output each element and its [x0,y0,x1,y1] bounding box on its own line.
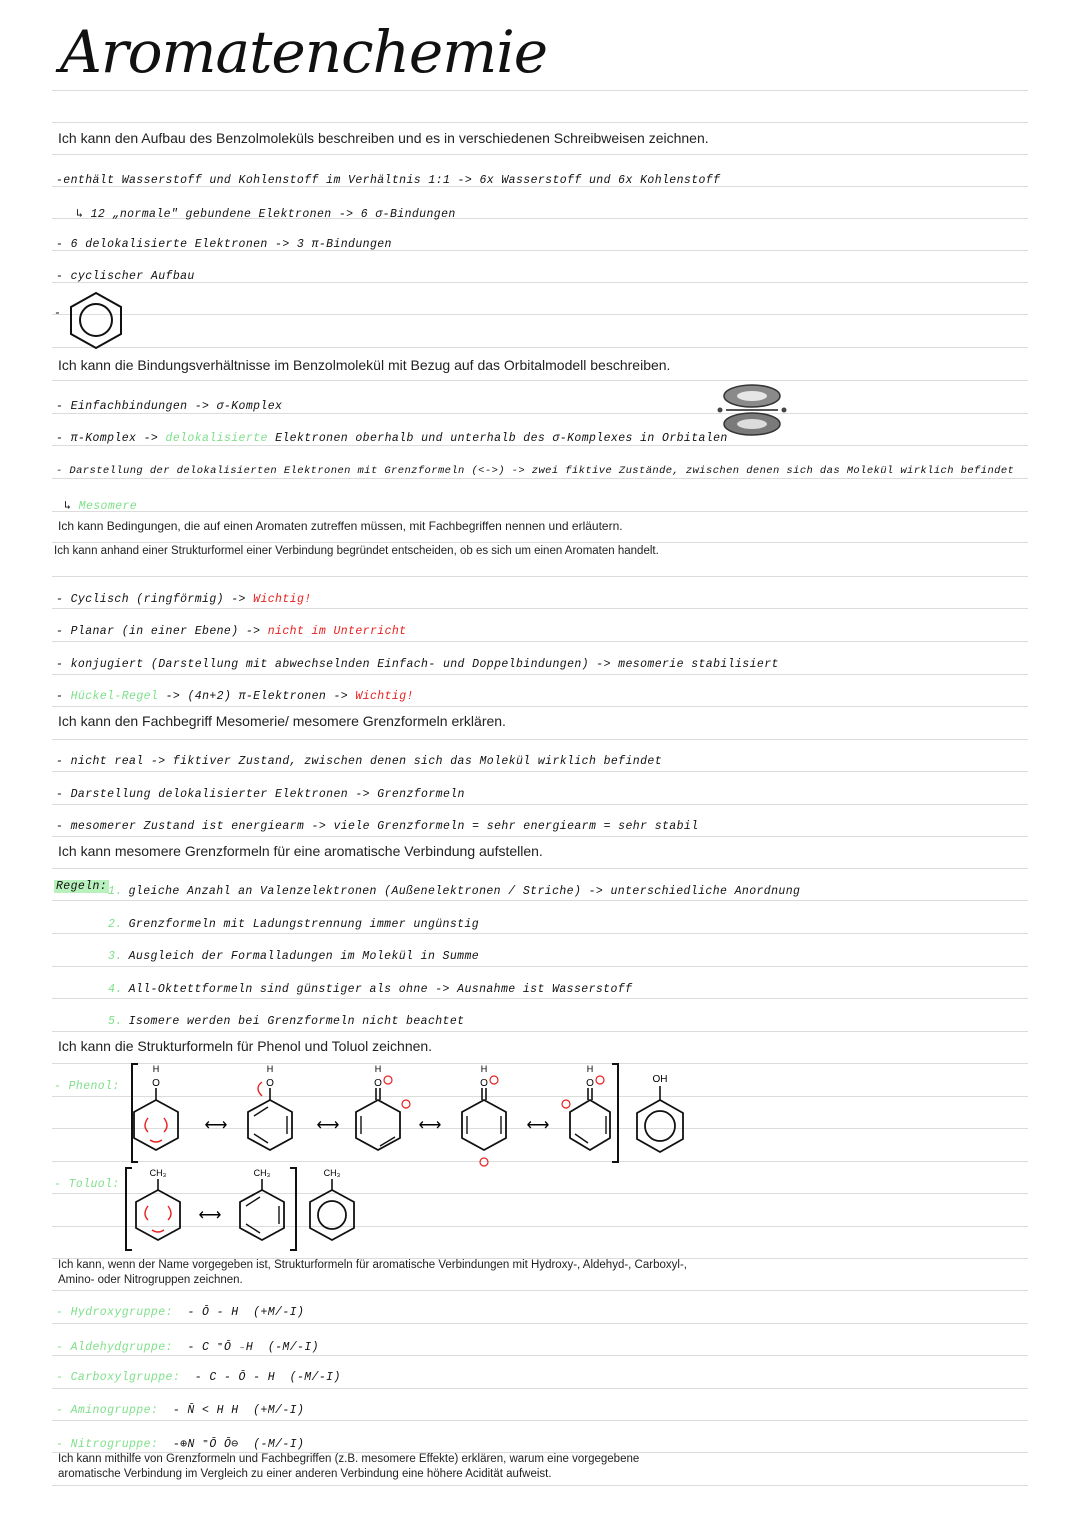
section-heading-funktionelle-gruppen: Ich kann, wenn der Name vorgegeben ist, Strukturformeln für aromatische Verbindungen mit Hydroxy-, Aldehyd-, Carboxyl-, Amino- oder Nitrogruppen zeichnen. [58,1259,687,1286]
section-heading-orbitalmodell: Ich kann die Bindungsverhältnisse im Benzolmolekül mit Bezug auf das Orbitalmodell beschreiben. [58,357,671,373]
note-line: - konjugiert (Darstellung mit abwechselnden Einfach- und Doppelbindungen) -> mesomerie stabilisiert [56,658,779,671]
phenol-ring [562,1064,610,1150]
benzene-ring-icon [64,290,128,350]
page-title: Aromatenchemie [60,18,548,86]
svg-text:CH₃: CH₃ [149,1168,167,1178]
svg-text:O: O [152,1078,160,1089]
svg-text:CH₃: CH₃ [253,1168,271,1178]
note-line: - [54,307,62,320]
note-line: - π-Komplex -> delokalisierte Elektronen oberhalb und unterhalb des σ-Komplexes in Orbitalen [56,432,728,445]
note-line: - mesomerer Zustand ist energiearm -> viele Grenzformeln = sehr energiearm = sehr stabil [56,820,699,833]
orbital-model-icon [712,380,792,442]
rule-item: 4. All-Oktettformeln sind günstiger als ohne -> Ausnahme ist Wasserstoff [108,983,633,996]
section-heading-mesomerie: Ich kann den Fachbegriff Mesomerie/ mesomere Grenzformeln erklären. [58,713,506,729]
note-line: - nicht real -> fiktiver Zustand, zwischen denen sich das Molekül wirklich befindet [56,755,662,768]
section-heading-phenol-toluol: Ich kann die Strukturformeln für Phenol und Toluol zeichnen. [58,1038,433,1054]
svg-text:O: O [480,1078,488,1089]
svg-text:⟷: ⟷ [316,1117,340,1134]
section-heading-bedingungen: Ich kann Bedingungen, die auf einen Aromaten zutreffen müssen, mit Fachbegriffen nennen und erläutern. [58,519,623,533]
toluol-ring [136,1168,180,1240]
phenol-structure [637,1074,683,1152]
svg-text:O: O [266,1078,274,1089]
phenol-ring [248,1064,292,1150]
svg-text:H: H [586,1064,594,1074]
phenol-label: - Phenol: [54,1080,120,1093]
note-line: - Hückel-Regel -> (4n+2) π-Elektronen -> Wichtig! [56,690,414,703]
svg-text:H: H [374,1064,382,1074]
phenol-ring [356,1064,410,1150]
phenol-ring [134,1064,178,1150]
group-line: - Nitrogruppe: -⊕N ⁼Ō Ō⊖ (-M/-I) [56,1438,305,1451]
section-heading-strukturformel: Ich kann anhand einer Strukturformel einer Verbindung begründet entscheiden, ob es sich um einen Aromaten handelt. [54,545,659,557]
group-line: - Carboxylgruppe: - C - Ō - H (-M/-I) [56,1371,341,1384]
rule-item: 3. Ausgleich der Formalladungen im Molekül in Summe [108,950,480,963]
note-line: - Einfachbindungen -> σ-Komplex [56,400,283,413]
note-line: ↳ Mesomere [64,500,138,513]
toluol-structure [310,1168,354,1240]
svg-text:⟷: ⟷ [204,1117,228,1134]
note-line: -enthält Wasserstoff und Kohlenstoff im Verhältnis 1:1 -> 6x Wasserstoff und 6x Kohlenstoff [56,174,721,187]
note-line: ↳ 12 „normale" gebundene Elektronen -> 6 σ-Bindungen [76,208,456,221]
rules-label: Regeln: [56,880,108,893]
note-line: - Cyclisch (ringförmig) -> Wichtig! [56,593,312,606]
note-line: - Darstellung delokalisierter Elektronen -> Grenzformeln [56,788,465,801]
toluol-grenzformeln-diagram [120,1164,380,1254]
svg-text:H: H [152,1064,160,1074]
note-line: - cyclischer Aufbau [56,270,195,283]
group-line: - Hydroxygruppe: - Ō - H (+M/-I) [56,1306,305,1319]
svg-text:CH₃: CH₃ [323,1168,341,1178]
toluol-ring [240,1168,284,1240]
section-heading-grenzformeln: Ich kann mesomere Grenzformeln für eine aromatische Verbindung aufstellen. [58,843,543,859]
svg-text:⟷: ⟷ [418,1117,442,1134]
section-heading-benzol-aufbau: Ich kann den Aufbau des Benzolmoleküls beschreiben und es in verschiedenen Schreibweisen zeichnen. [58,130,709,146]
phenol-grenzformeln-diagram [120,1060,700,1170]
toluol-label: - Toluol: [54,1178,120,1191]
svg-text:⟷: ⟷ [198,1207,222,1224]
svg-text:H: H [266,1064,274,1074]
svg-text:OH: OH [652,1074,668,1085]
phenol-ring [462,1064,506,1166]
svg-text:⟷: ⟷ [526,1117,550,1134]
rule-item: 1. gleiche Anzahl an Valenzelektronen (Außenelektronen / Striche) -> unterschiedliche Anordnung [108,885,801,898]
svg-text:O: O [586,1078,594,1089]
svg-text:O: O [374,1078,382,1089]
group-line: - Aldehydgruppe: - C ⁼Ō ₋H (-M/-I) [56,1341,319,1354]
svg-text:H: H [480,1064,488,1074]
rule-item: 5. Isomere werden bei Grenzformeln nicht beachtet [108,1015,465,1028]
rule-item: 2. Grenzformeln mit Ladungstrennung immer ungünstig [108,918,480,931]
group-line: - Aminogruppe: - N̄ < H H (+M/-I) [56,1404,305,1417]
note-line: - 6 delokalisierte Elektronen -> 3 π-Bindungen [56,238,392,251]
note-line: - Darstellung der delokalisierten Elektronen mit Grenzformeln (<->) -> zwei fiktive Zustände, zwischen denen sich das Molekül wirklich befindet [56,465,1015,477]
note-line: - Planar (in einer Ebene) -> nicht im Unterricht [56,625,407,638]
section-heading-aciditaet: Ich kann mithilfe von Grenzformeln und Fachbegriffen (z.B. mesomere Effekte) erklären, warum eine vorgegebene aromatische Verbindung im Vergleich zu einer anderen Verbindung eine höhere Acidität aufweist. [58,1453,640,1480]
